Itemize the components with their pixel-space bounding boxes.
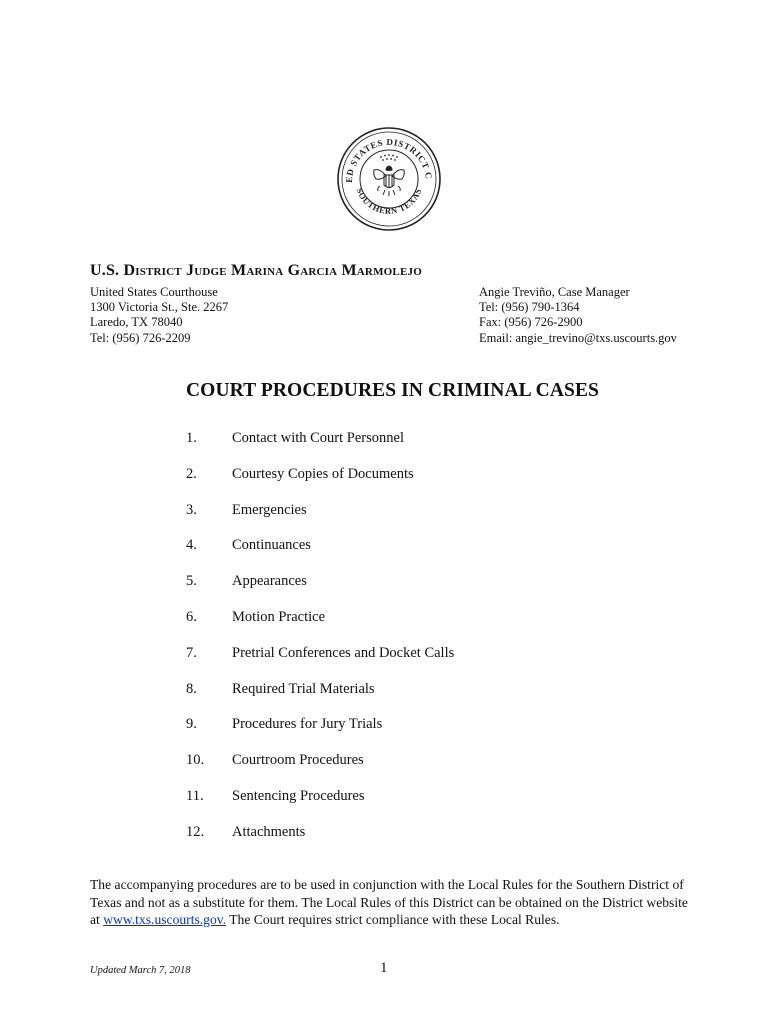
toc-label: Courtesy Copies of Documents [232, 465, 414, 482]
courthouse-address [90, 285, 228, 346]
intro-text: The accompanying procedures are to be used in conjunction with the Local Rules for the Southern District of Texas and not as a substitute for them. The Local Rules of this District can be obtained on the District website at [90, 877, 688, 928]
document-title: COURT PROCEDURES IN CRIMINAL CASES [186, 380, 600, 401]
toc-label: Procedures for Jury Trials [232, 716, 383, 733]
toc-label: Appearances [232, 573, 307, 590]
toc-label: Motion Practice [232, 608, 326, 625]
judge-name: U.S. District Judge Marina Garcia Marmolejo [90, 262, 422, 279]
toc-number: 1. [186, 430, 197, 446]
toc-number: 11. [186, 787, 204, 804]
toc-number: 7. [186, 644, 197, 661]
toc-label: Pretrial Conferences and Docket Calls [232, 644, 455, 661]
svg-text:SOUTHERN TEXAS: SOUTHERN TEXAS [354, 186, 424, 216]
contact-line: Tel: (956) 790-1364 [479, 300, 580, 315]
intro-text-end: The Court requires strict compliance with these Local Rules. [226, 912, 560, 928]
toc-label: Sentencing Procedures [232, 787, 365, 804]
toc-label: Emergencies [232, 501, 307, 518]
address-line: United States Courthouse [90, 285, 218, 299]
intro-paragraph [90, 876, 690, 929]
court-seal-graphic [336, 126, 442, 232]
toc-label: Required Trial Materials [232, 680, 375, 697]
toc-number: 12. [186, 823, 205, 840]
contact-line: Angie Treviño, Case Manager [479, 285, 630, 299]
toc-number: 3. [186, 501, 197, 518]
toc-number: 2. [186, 465, 197, 482]
toc-label: Contact with Court Personnel [232, 430, 404, 446]
toc-number: 6. [186, 608, 197, 625]
contact-line: Email: angie_trevino@txs.uscourts.gov [479, 330, 677, 345]
address-line: 1300 Victoria St., Ste. 2267 [90, 300, 229, 315]
case-manager-contact [479, 285, 677, 346]
toc-number: 8. [186, 680, 197, 697]
toc-number: 5. [186, 573, 197, 590]
toc-label: Continuances [232, 537, 311, 554]
page-number: 1 [380, 960, 388, 976]
updated-date: Updated March 7, 2018 [90, 965, 191, 976]
address-line: Laredo, TX 78040 [90, 315, 183, 330]
toc-number: 4. [186, 537, 197, 554]
toc-number: 9. [186, 716, 197, 733]
contact-line: Fax: (956) 726-2900 [479, 315, 583, 330]
toc-number: 10. [186, 752, 205, 769]
toc-label: Courtroom Procedures [232, 752, 364, 769]
address-line: Tel: (956) 726-2209 [90, 330, 191, 345]
svg-text:UNITED STATES DISTRICT COURT: ED STATES DISTRICT C [343, 136, 434, 183]
court-seal [336, 126, 442, 232]
toc-label: Attachments [232, 823, 306, 840]
local-rules-link[interactable]: www.txs.uscourts.gov. [103, 912, 227, 928]
